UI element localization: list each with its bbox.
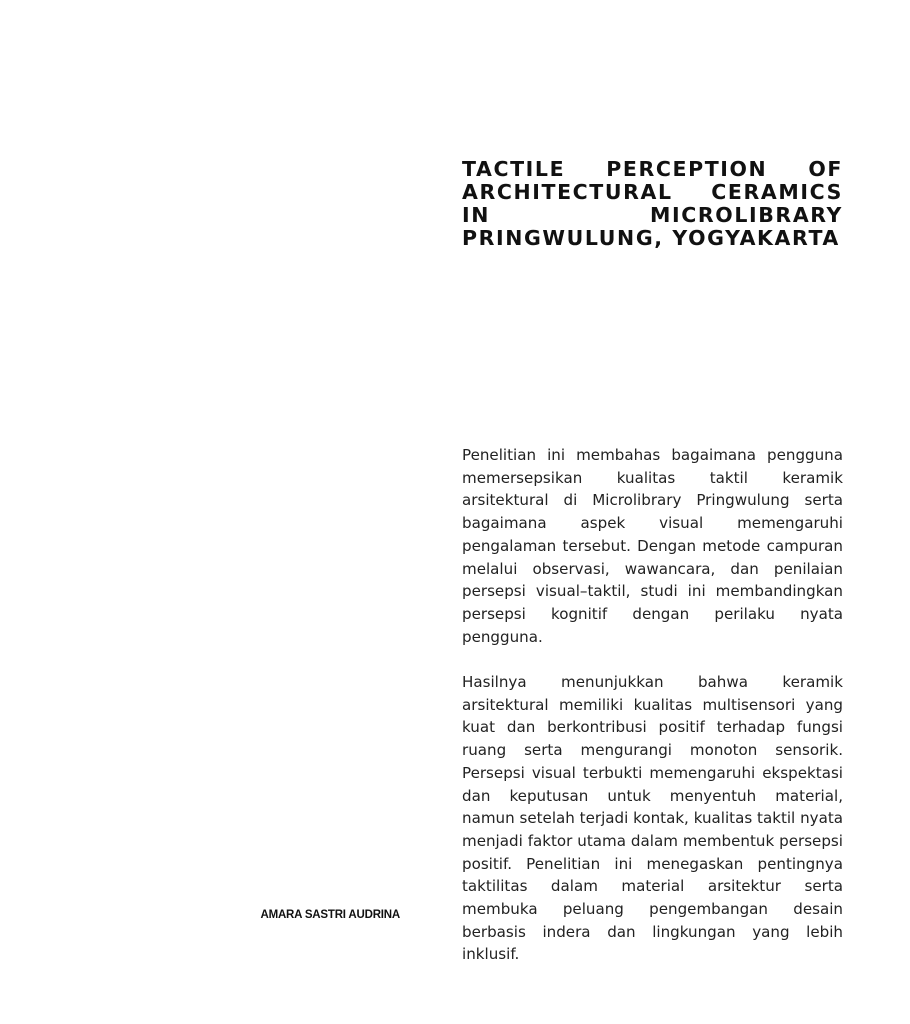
- author-name: AMARA SASTRI AUDRINA: [260, 909, 400, 921]
- title-line-1: TACTILE PERCEPTION OF: [462, 157, 843, 181]
- abstract-paragraph-2: Hasilnya menunjukkan bahwa keramik arsitektural memiliki kualitas multisensori yang kuat dan berkontribusi positif terhadap fungsi ruang serta mengurangi monoton sensorik. Persepsi visual terbukti memengaruhi ekspektasi dan keputusan untuk menyentuh material, namun setelah terjadi kontak, kualitas taktil nyata menjadi faktor utama dalam membentuk persepsi positif. Penelitian ini menegaskan pentingnya taktilitas dalam material arsitektur serta membuka peluang pengembangan desain berbasis indera dan lingkungan yang lebih inklusif.: [462, 673, 843, 964]
- abstract-paragraph-1: Penelitian ini membahas bagaimana pengguna memersepsikan kualitas taktil keramik arsitektural di Microlibrary Pringwulung serta bagaimana aspek visual memengaruhi pengalaman tersebut. Dengan metode campuran melalui observasi, wawancara, dan penilaian persepsi visual–taktil, studi ini membandingkan persepsi kognitif dengan perilaku nyata pengguna.: [462, 446, 843, 646]
- title-line-3: IN MICROLIBRARY: [462, 203, 843, 227]
- title-line-2: ARCHITECTURAL CERAMICS: [462, 180, 843, 204]
- abstract: [462, 444, 843, 989]
- document-title: [462, 158, 843, 250]
- title-line-4: PRINGWULUNG, YOGYAKARTA: [462, 226, 840, 250]
